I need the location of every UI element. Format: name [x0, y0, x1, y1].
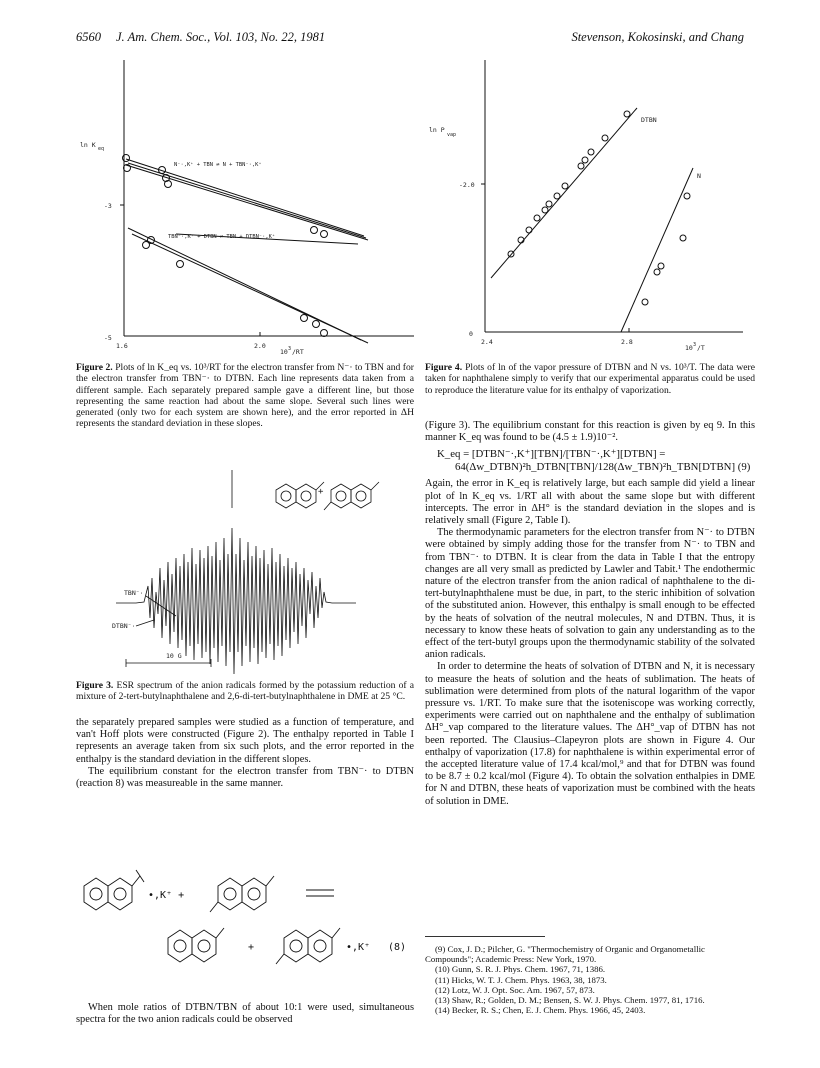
svg-text:(8): (8) — [388, 942, 407, 953]
svg-text:+: + — [248, 942, 255, 953]
right-paragraph-4: In order to determine the heats of solvation of DTBN and N, it is necessary to measure the heats of solution and the heats of sublimation. The heats of sublimation were determined from plots of the natural logarithm of the vapor pressure vs. 1/RT. To make sure that the isoteniscope was working correctly, experiments were carried out on naphthalene and the enthalpy of sublimation ΔH°_vap compared to the literature values. The ΔH°_vap of DTBN has not been reported. The Clausius–Clapeyron plots are shown in Figure 4. Our enthalpy of vaporization (17.8) for naphthalene is within experimental error of the accepted literature value of 17.4 kcal/mol,⁹ and that for DTBN was found to be 8.7 ± 0.2 kcal/mol (Figure 4). To obtain the solvation enthalpies in DME for N and DTBN, these heats of vaporization must be combined with the heats of solution in DME. — [425, 661, 755, 807]
svg-text:•,K⁺ +: •,K⁺ + — [148, 890, 185, 901]
figure-3-caption: Figure 3. ESR spectrum of the anion radicals formed by the potassium reduction of a mixture of 2-tert-butylnaphthalene and 2,6-di-tert-butylnaphthalene in DME at 25 °C. — [76, 680, 414, 703]
left-paragraph-2: The equilibrium constant for the electron transfer from TBN⁻· to DTBN (reaction 8) was measureable in the same manner. — [76, 765, 414, 790]
fig2-label-upper: N⁻·,K⁺ + TBN ⇌ N + TBN⁻·,K⁺ — [174, 162, 262, 168]
svg-text:2.8: 2.8 — [621, 338, 633, 346]
svg-text:2.4: 2.4 — [481, 338, 493, 346]
fig4-label-n: N — [697, 172, 701, 180]
fig2-label-lower: TBN⁻·,K⁺ + DTBN ⇌ TBN + DTBN⁻·,K⁺ — [168, 234, 276, 240]
reference-item: (11) Hicks, W. T. J. Chem. Phys. 1963, 38, 1873. — [435, 974, 607, 985]
svg-text:1.6: 1.6 — [116, 342, 128, 350]
figure-4-caption: Figure 4. Plots of ln of the vapor pressure of DTBN and N vs. 10³/T. The data were taken for naphthalene simply to verify that our experimental apparatus could be used to reproduce the literature value for its enthalpy of vaporization. — [425, 362, 755, 396]
figure-3-esr-spectrum — [76, 468, 416, 678]
reference-item: (12) Lotz, W. J. Opt. Soc. Am. 1967, 57, 873. — [435, 984, 595, 995]
page-number: 6560 — [76, 30, 101, 44]
figure-4-plot — [425, 50, 755, 360]
reference-item: (13) Shaw, R.; Golden, D. M.; Bensen, S. W. J. Phys. Chem. 1977, 81, 1716. — [435, 995, 705, 1006]
left-paragraph-3: When mole ratios of DTBN/TBN of about 10:1 were used, simultaneous spectra for the two anion radicals could be observed — [76, 1002, 414, 1026]
author-line: Stevenson, Kokosinski, and Chang — [571, 30, 744, 44]
references-divider — [425, 936, 545, 937]
figure-2-plot — [76, 50, 416, 360]
svg-text:10: 10 — [280, 348, 288, 356]
svg-text:/RT: /RT — [292, 348, 304, 356]
svg-text:10: 10 — [685, 344, 693, 352]
left-column-text — [76, 717, 414, 790]
left-column-tail — [76, 1002, 414, 1026]
svg-text:-2.0: -2.0 — [459, 181, 475, 189]
fig3-label-tbn: TBN⁻· — [124, 589, 144, 597]
svg-text:vap: vap — [447, 132, 457, 138]
svg-text:+: + — [318, 487, 324, 497]
right-paragraph-2: Again, the error in K_eq is relatively large, but each sample did yield a linear plot of ln K_eq vs. 1/RT all with about the same slope but with different intercepts. The error in ΔH° is the standard deviation in the slopes and is relatively small (Figure 2, Table I). — [425, 478, 755, 527]
journal-citation: J. Am. Chem. Soc., Vol. 103, No. 22, 1981 — [116, 30, 326, 44]
svg-text:-3: -3 — [104, 202, 112, 210]
right-column-text — [425, 420, 755, 808]
right-paragraph-3: The thermodynamic parameters for the electron transfer from N⁻· to DTBN were obtained by simply adding those for the transfer from N⁻· to TBN and from TBN⁻· to DTBN. It is clear from the data in Table I that the entropy changes are all very small as predicted by Lawler and Tabit.¹ The endothermic nature of the electron transfer from the anion radical of naphthalene to the di-tert-butylnaphthalene must be due, in part, to the steric inhibition of solvation of the substituted anion. However, this enthalpy is small enough to be effected by the heats of solvation of the neutral molecules, N and DTBN. Thus, it is necessary to know these heats of solvation to gain any understanding as to the effect of the tert-butyl groups upon the thermodynamic stability of the solvated anion radicals. — [425, 527, 755, 661]
right-paragraph-1: (Figure 3). The equilibrium constant for this reaction is given by eq 9. In this manner K_eq was found to be (4.5 ± 1.9)10⁻². — [425, 420, 755, 444]
svg-text:2.0: 2.0 — [254, 342, 266, 350]
svg-text:/T: /T — [697, 344, 705, 352]
reference-item: (14) Becker, R. S.; Chen, E. J. Chem. Phys. 1966, 45, 2403. — [435, 1005, 646, 1016]
reference-item: (9) Cox, J. D.; Pilcher, G. "Thermochemistry of Organic and Organometallic Compounds"; Academic Press: New York, 1970. — [425, 944, 705, 965]
svg-text:ln P: ln P — [429, 126, 445, 134]
svg-text:3: 3 — [288, 346, 292, 352]
svg-text:-5: -5 — [104, 334, 112, 342]
figure-2-caption: Figure 2. Plots of ln K_eq vs. 10³/RT for the electron transfer from N⁻· to TBN and for the electron transfer from TBN⁻· to DTBN. Each line represents data taken from a different sample. Each separately prepared sample gave a different line, but those representing the same reaction had about the same slope. Several such lines were generated (only two for each system are shown here), and the error reported in ΔH represents the standard deviation in these slopes. — [76, 362, 414, 430]
equation-9: K_eq = [DTBN⁻·,K⁺][TBN]/[TBN⁻·,K⁺][DTBN] = 64(Δw_DTBN)²h_DTBN[TBN]/128(Δw_TBN)²h_TBN[DTBN] (9) — [437, 448, 751, 474]
reaction-8-scheme — [76, 858, 416, 988]
fig3-label-dtbn: DTBN⁻· — [112, 622, 136, 630]
svg-text:0: 0 — [469, 330, 473, 338]
fig3-scale-label: 10 G — [166, 652, 182, 660]
reference-item: (10) Gunn, S. R. J. Phys. Chem. 1967, 71, 1386. — [435, 964, 606, 975]
references — [425, 944, 755, 1015]
svg-text:ln K: ln K — [80, 141, 96, 149]
svg-text:•,K⁺: •,K⁺ — [346, 942, 371, 953]
fig4-label-dtbn: DTBN — [641, 116, 657, 124]
svg-text:3: 3 — [693, 342, 697, 348]
left-paragraph-1: the separately prepared samples were studied as a function of temperature, and van't Hoff plots were constructed (Figure 2). The enthalpy reported in Table I represents an average taken from six such plots, and the error reported in the enthalpy is the standard deviation in the different slopes. — [76, 717, 414, 765]
svg-text:eq: eq — [98, 146, 105, 152]
